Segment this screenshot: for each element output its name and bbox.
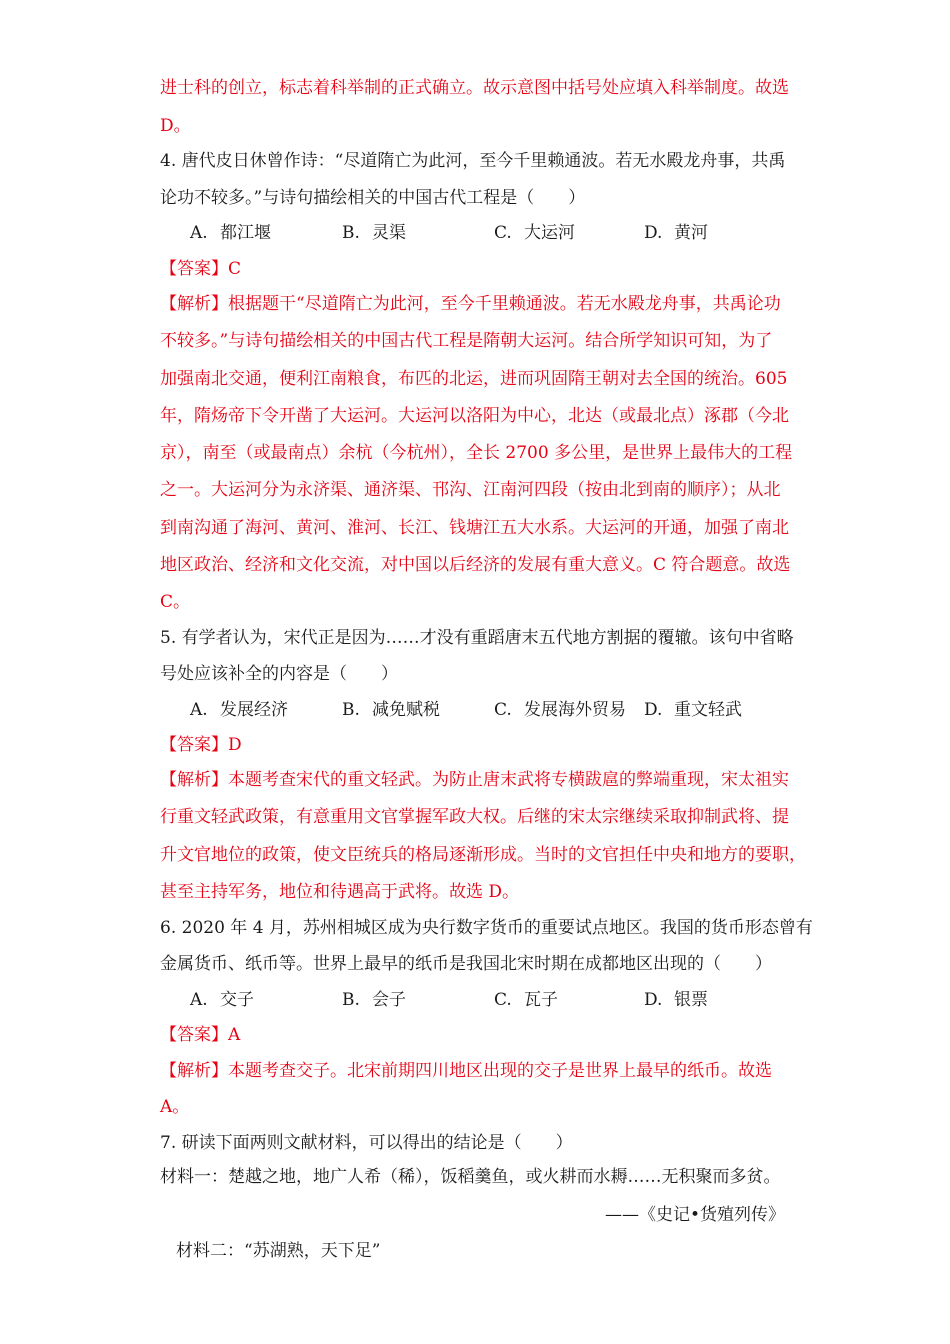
q6-option-d: D. 银票 (644, 990, 708, 1010)
q5-option-d: D. 重文轻武 (644, 700, 742, 720)
q4-analysis-line-1: 【解析】根据题干“尽道隋亡为此河，至今千里赖通波。若无水殿龙舟事，共禹论功 (160, 294, 781, 314)
q6-option-c: C. 瓦子 (494, 990, 558, 1010)
q4-option-c: C. 大运河 (494, 223, 575, 243)
q5-analysis-line-2: 行重文轻武政策，有意重用文官掌握军政大权。后继的宋太宗继续采取抑制武将、提 (160, 807, 789, 827)
q3-analysis-line-1: 进士科的创立，标志着科举制的正式确立。故示意图中括号处应填入科举制度。故选 (160, 78, 789, 98)
q4-stem-line-2: 论功不较多。”与诗句描绘相关的中国古代工程是（ ） (160, 188, 586, 208)
q6-option-a: A. 交子 (190, 990, 254, 1010)
q6-analysis-line-2: A。 (160, 1097, 190, 1117)
q4-analysis-line-2: 不较多。”与诗句描绘相关的中国古代工程是隋朝大运河。结合所学知识可知，为了 (160, 331, 773, 351)
q5-stem-line-2: 号处应该补全的内容是（ ） (160, 664, 398, 684)
q5-analysis-line-4: 甚至主持军务，地位和待遇高于武将。故选 D。 (160, 882, 520, 902)
q7-material-2: 材料二：“苏湖熟，天下足” (176, 1241, 381, 1261)
q5-analysis-line-3: 升文官地位的政策，使文臣统兵的格局逐渐形成。当时的文官担任中央和地方的要职， (160, 845, 806, 865)
q5-answer: 【答案】D (160, 735, 242, 755)
q5-option-c: C. 发展海外贸易 (494, 700, 626, 720)
q4-option-a: A. 都江堰 (190, 223, 271, 243)
q5-analysis-line-1: 【解析】本题考查宋代的重文轻武。为防止唐末武将专横跋扈的弊端重现，宋太祖实 (160, 770, 789, 790)
q4-analysis-line-4: 年，隋炀帝下令开凿了大运河。大运河以洛阳为中心，北达（或最北点）涿郡（今北 (160, 406, 789, 426)
q6-analysis-line-1: 【解析】本题考查交子。北宋前期四川地区出现的交子是世界上最早的纸币。故选 (160, 1061, 772, 1081)
q4-analysis-line-7: 到南沟通了海河、黄河、淮河、长江、钱塘江五大水系。大运河的开通，加强了南北 (160, 518, 789, 538)
q4-analysis-line-5: 京），南至（或最南点）余杭（今杭州），全长 2700 多公里，是世界上最伟大的工程 (160, 443, 793, 463)
q7-material-1: 材料一：楚越之地，地广人希（稀），饭稻羹鱼，或火耕而水耨……无积聚而多贫。 (160, 1167, 781, 1187)
q5-option-a: A. 发展经济 (190, 700, 288, 720)
q3-analysis-line-2: D。 (160, 116, 191, 136)
q4-analysis-line-3: 加强南北交通，便利江南粮食，布匹的北运，进而巩固隋王朝对去全国的统治。605 (160, 369, 788, 389)
q7-stem: 7. 研读下面两则文献材料，可以得出的结论是（ ） (160, 1133, 573, 1153)
q7-source-1: ——《史记•货殖列传》 (604, 1205, 785, 1225)
q6-stem-line-1: 6. 2020 年 4 月，苏州相城区成为央行数字货币的重要试点地区。我国的货币形态曾有 (160, 918, 813, 938)
q6-option-b: B. 会子 (342, 990, 406, 1010)
q6-stem-line-2: 金属货币、纸币等。世界上最早的纸币是我国北宋时期在成都地区出现的（ ） (160, 954, 772, 974)
q4-stem-line-1: 4. 唐代皮日休曾作诗：“尽道隋亡为此河，至今千里赖通波。若无水殿龙舟事，共禹 (160, 151, 786, 171)
q4-option-d: D. 黄河 (644, 223, 708, 243)
q4-analysis-line-9: C。 (160, 592, 191, 612)
q4-answer: 【答案】C (160, 259, 242, 279)
q4-option-b: B. 灵渠 (342, 223, 406, 243)
q6-answer: 【答案】A (160, 1025, 241, 1045)
q5-stem-line-1: 5. 有学者认为，宋代正是因为……才没有重蹈唐末五代地方割据的覆辙。该句中省略 (160, 628, 794, 648)
q4-analysis-line-8: 地区政治、经济和文化交流，对中国以后经济的发展有重大意义。C 符合题意。故选 (160, 555, 791, 575)
q5-option-b: B. 减免赋税 (342, 700, 440, 720)
q4-analysis-line-6: 之一。大运河分为永济渠、通济渠、邗沟、江南河四段（按由北到南的顺序）；从北 (160, 480, 781, 500)
